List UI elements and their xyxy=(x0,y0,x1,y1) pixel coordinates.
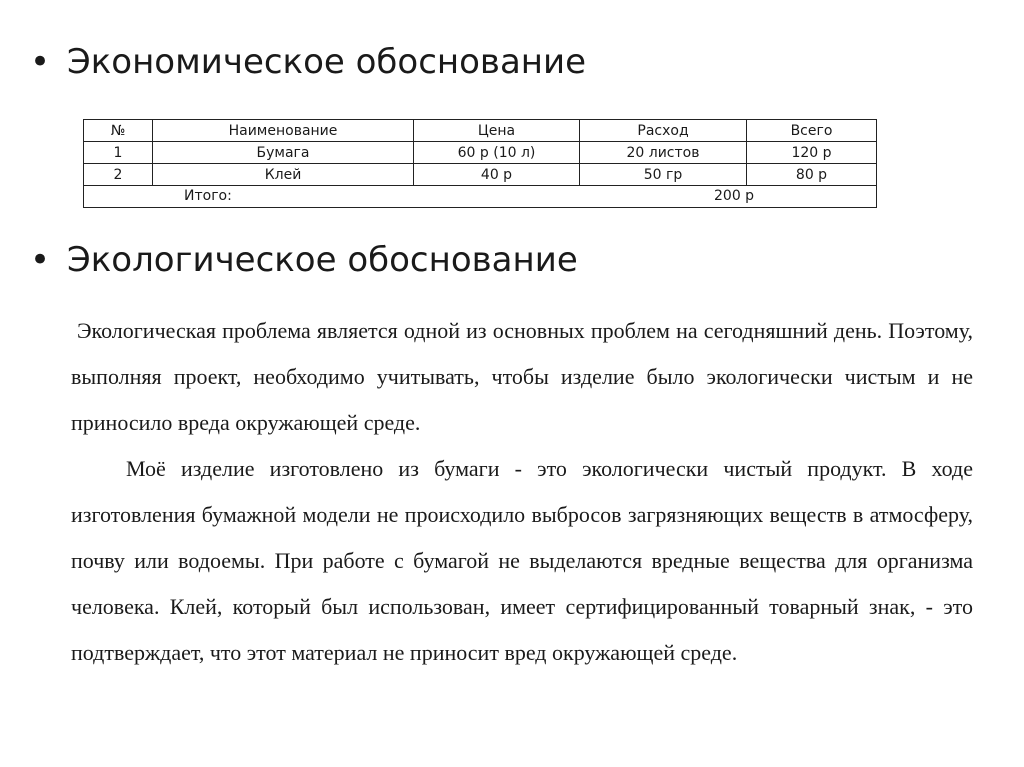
table-cell: Бумага xyxy=(153,142,414,164)
table-header-cell: Цена xyxy=(414,120,580,142)
table-total-row xyxy=(84,186,877,208)
paragraph: Экологическая проблема является одной из основных проблем на сегодняшний день. Поэтому, выполняя проект, необходимо учитывать, чтобы изделие было экологически чистым и не приносило вреда окружающей среде. xyxy=(71,318,973,435)
bullet-icon: • xyxy=(30,240,51,280)
table-cell: 80 р xyxy=(747,164,877,186)
table-header-cell: Наименование xyxy=(153,120,414,142)
table-cell: 60 р (10 л) xyxy=(414,142,580,164)
ecological-body xyxy=(71,308,973,676)
table-cell: 1 xyxy=(84,142,153,164)
table-cell: 2 xyxy=(84,164,153,186)
table-row xyxy=(84,164,877,186)
table-cell: Клей xyxy=(153,164,414,186)
cost-table xyxy=(83,119,877,208)
ecological-heading-text: Экологическое обоснование xyxy=(67,240,578,280)
total-label: Итого: xyxy=(184,188,232,204)
bullet-icon: • xyxy=(30,42,51,82)
ecological-heading xyxy=(30,240,578,280)
table-cell: 20 листов xyxy=(580,142,747,164)
table-cell: 120 р xyxy=(747,142,877,164)
table-header-cell: Всего xyxy=(747,120,877,142)
table-header-row xyxy=(84,120,877,142)
paragraph: Моё изделие изготовлено из бумаги - это экологически чистый продукт. В ходе изготовления бумажной модели не происходило выбросов загрязняющих веществ в атмосферу, почву или водоемы. При работе с бумагой не выделаются вредные вещества для организма человека. Клей, который был использован, имеет сертифицированный товарный знак, - это подтверждает, что этот материал не приносит вред окружающей среде. xyxy=(71,456,973,665)
table-cell: 40 р xyxy=(414,164,580,186)
table-header-cell: Расход xyxy=(580,120,747,142)
table-cell: 50 гр xyxy=(580,164,747,186)
table-total-cell xyxy=(84,186,877,208)
table-header-cell: № xyxy=(84,120,153,142)
table-row xyxy=(84,142,877,164)
total-value: 200 р xyxy=(714,188,755,204)
economic-heading-text: Экономическое обоснование xyxy=(67,42,587,82)
economic-heading xyxy=(30,42,586,82)
